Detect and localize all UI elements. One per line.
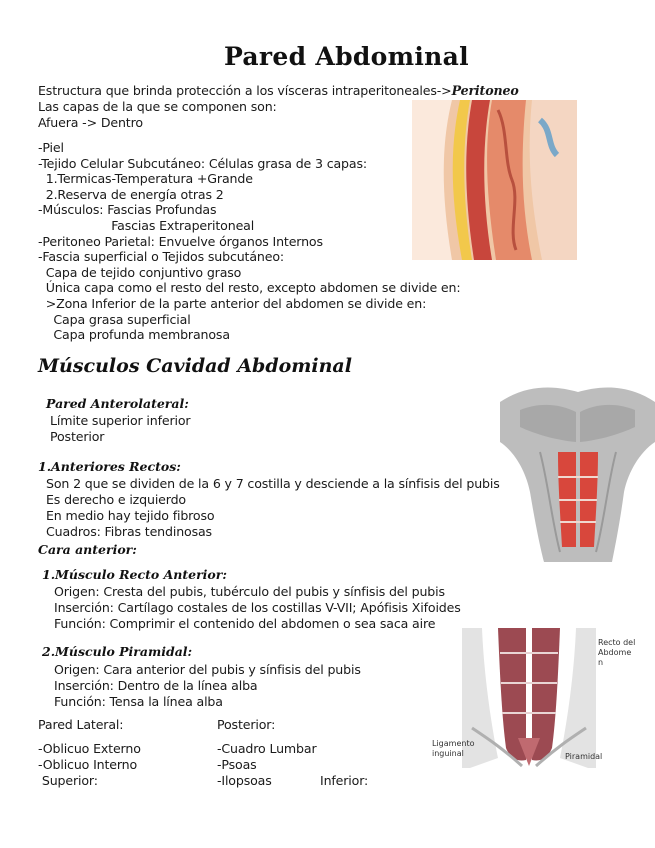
section-title-muscles: Músculos Cavidad Abdominal <box>38 355 352 377</box>
torso-rectus-illustration <box>500 382 655 562</box>
piramidal-item: Origen: Cara anterior del pubis y sínfisis del pubis <box>54 662 361 677</box>
pared-lateral-item: -Oblicuo Externo <box>38 741 141 756</box>
rectos-item: En medio hay tejido fibroso <box>46 508 215 523</box>
anterolateral-item: Límite superior inferior <box>50 413 191 428</box>
inferior-label: Inferior: <box>320 773 369 788</box>
heading-pared-lateral: Pared Lateral: <box>38 717 124 732</box>
rectos-item: Es derecho e izquierdo <box>46 492 186 507</box>
recto-anterior-item: Origen: Cresta del pubis, tubérculo del pubis y sínfisis del pubis <box>54 584 445 599</box>
peritoneo-emphasis: Peritoneo <box>451 83 519 98</box>
layer-item: -Piel <box>38 140 64 155</box>
heading-posterior: Posterior: <box>217 717 276 732</box>
intro-line-2: Las capas de la que se componen son: <box>38 99 277 114</box>
page-title: Pared Abdominal <box>224 42 469 71</box>
layer-item: Capa grasa superficial <box>38 311 191 327</box>
abdominal-layers-illustration <box>412 100 577 260</box>
posterior-item: -Ilopsoas <box>217 773 272 788</box>
posterior-item: -Cuadro Lumbar <box>217 741 317 756</box>
heading-recto-anterior: 1.Músculo Recto Anterior: <box>42 567 227 582</box>
layer-item: -Tejido Celular Subcutáneo: Células grasa de 3 capas: <box>38 155 367 171</box>
intro-line-1: Estructura que brinda protección a los vísceras intraperitoneales->Peritoneo <box>38 83 519 98</box>
piramidal-item: Inserción: Dentro de la línea alba <box>54 678 258 693</box>
layer-item: Fascias Extraperitoneal <box>38 218 255 233</box>
rectus-piramidal-illustration <box>462 628 596 768</box>
recto-anterior-item: Función: Comprimir el contenido del abdomen o sea saca aire <box>54 616 436 631</box>
layer-item: -Músculos: Fascias Profundas <box>38 202 217 218</box>
rectos-item: Cuadros: Fibras tendinosas <box>46 524 212 539</box>
rectos-item: Son 2 que se dividen de la 6 y 7 costilla y desciende a la sínfisis del pubis <box>46 476 500 491</box>
piramidal-item: Función: Tensa la línea alba <box>54 694 223 709</box>
pared-lateral-item: -Oblicuo Interno <box>38 757 138 772</box>
heading-cara-anterior: Cara anterior: <box>38 542 137 557</box>
recto-anterior-item: Inserción: Cartílago costales de los costillas V-VII; Apófisis Xifoides <box>54 600 461 615</box>
layer-item: Única capa como el resto del resto, excepto abdomen se divide en: <box>38 280 461 296</box>
pared-lateral-item: Superior: <box>38 773 98 788</box>
label-piramidal: Piramidal <box>565 752 603 761</box>
layer-item: 1.Termicas-Temperatura +Grande <box>38 171 253 187</box>
label-recto-del-abdomen: Recto del Abdome n <box>598 638 636 667</box>
layer-item: 2.Reserva de energía otras 2 <box>38 186 224 202</box>
posterior-item: -Psoas <box>217 757 257 772</box>
layer-item: -Peritoneo Parietal: Envuelve órganos Internos <box>38 233 323 249</box>
layer-item: -Fascia superficial o Tejidos subcutáneo: <box>38 249 284 265</box>
layer-item: Capa profunda membranosa <box>38 327 230 343</box>
layer-item: >Zona Inferior de la parte anterior del abdomen se divide en: <box>38 296 427 311</box>
heading-anteriores-rectos: 1.Anteriores Rectos: <box>38 459 181 474</box>
heading-anterolateral: Pared Anterolateral: <box>46 396 189 411</box>
intro-line-3: Afuera -> Dentro <box>38 115 143 130</box>
layer-item: Capa de tejido conjuntivo graso <box>38 264 242 280</box>
label-ligamento-inguinal: Ligamento inguinal <box>432 739 475 758</box>
heading-musculo-piramidal: 2.Músculo Piramidal: <box>42 644 193 659</box>
anterolateral-item: Posterior <box>50 429 105 444</box>
